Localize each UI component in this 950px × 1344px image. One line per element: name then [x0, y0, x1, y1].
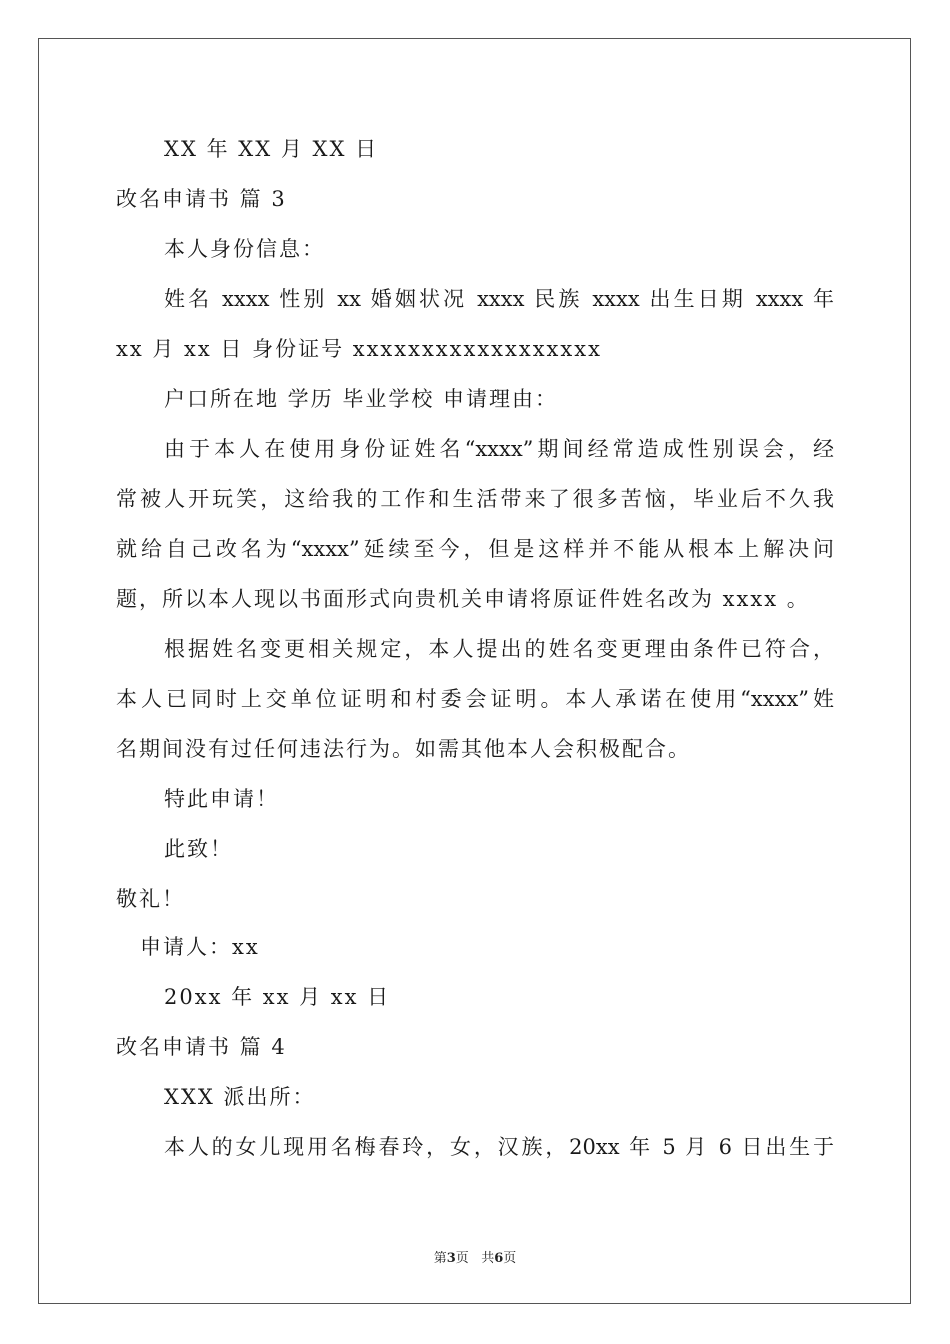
- page-frame: [38, 38, 911, 1304]
- closing-line: 特此申请！: [164, 787, 279, 811]
- total-pages: 6: [494, 1251, 504, 1266]
- applicant-line: 申请人：xx: [140, 935, 260, 959]
- paragraph-line: 常被人开玩笑，这给我的工作和生活带来了很多苦恼，毕业后不久我: [116, 487, 834, 511]
- total-prefix: 共: [481, 1251, 495, 1266]
- section-heading-3: 改名申请书 篇 3: [116, 187, 287, 211]
- paragraph-line: 姓名 xxxx 性别 xx 婚姻状况 xxxx 民族 xxxx 出生日期 xxxx 年: [164, 287, 834, 311]
- section-heading-4: 改名申请书 篇 4: [116, 1035, 287, 1059]
- total-suffix: 页: [503, 1251, 517, 1266]
- paragraph-line: 本人已同时上交单位证明和村委会证明。本人承诺在使用“xxxx”姓: [116, 687, 834, 711]
- salutation-line: 敬礼！: [116, 887, 185, 911]
- paragraph-line: 就给自己改名为“xxxx”延续至今，但是这样并不能从根本上解决问: [116, 537, 834, 561]
- paragraph-line: 题，所以本人现以书面形式向贵机关申请将原证件姓名改为 xxxx 。: [116, 587, 810, 611]
- paragraph-line: 根据姓名变更相关规定，本人提出的姓名变更理由条件已符合，: [164, 637, 834, 661]
- paragraph-line: 本人的女儿现用名梅春玲，女，汉族，20xx 年 5 月 6 日出生于: [164, 1135, 834, 1159]
- paragraph-line: 名期间没有过任何违法行为。如需其他本人会积极配合。: [116, 737, 691, 761]
- paragraph-line: 由于本人在使用身份证姓名“xxxx”期间经常造成性别误会，经: [164, 437, 834, 461]
- closing-line: 此致！: [164, 837, 233, 861]
- page-footer: [0, 1247, 950, 1266]
- date-line: 20xx 年 xx 月 xx 日: [164, 985, 391, 1009]
- page-suffix: 页: [455, 1251, 469, 1266]
- paragraph-line: 本人身份信息：: [164, 237, 325, 261]
- page-number: 3: [446, 1251, 456, 1266]
- paragraph-line: 户口所在地 学历 毕业学校 申请理由：: [164, 387, 559, 411]
- paragraph-line: xx 月 xx 日 身份证号 xxxxxxxxxxxxxxxxxx: [116, 337, 602, 361]
- recipient-line: XXX 派出所：: [164, 1085, 316, 1109]
- page-prefix: 第: [433, 1251, 447, 1266]
- date-line: XX 年 XX 月 XX 日: [164, 137, 379, 161]
